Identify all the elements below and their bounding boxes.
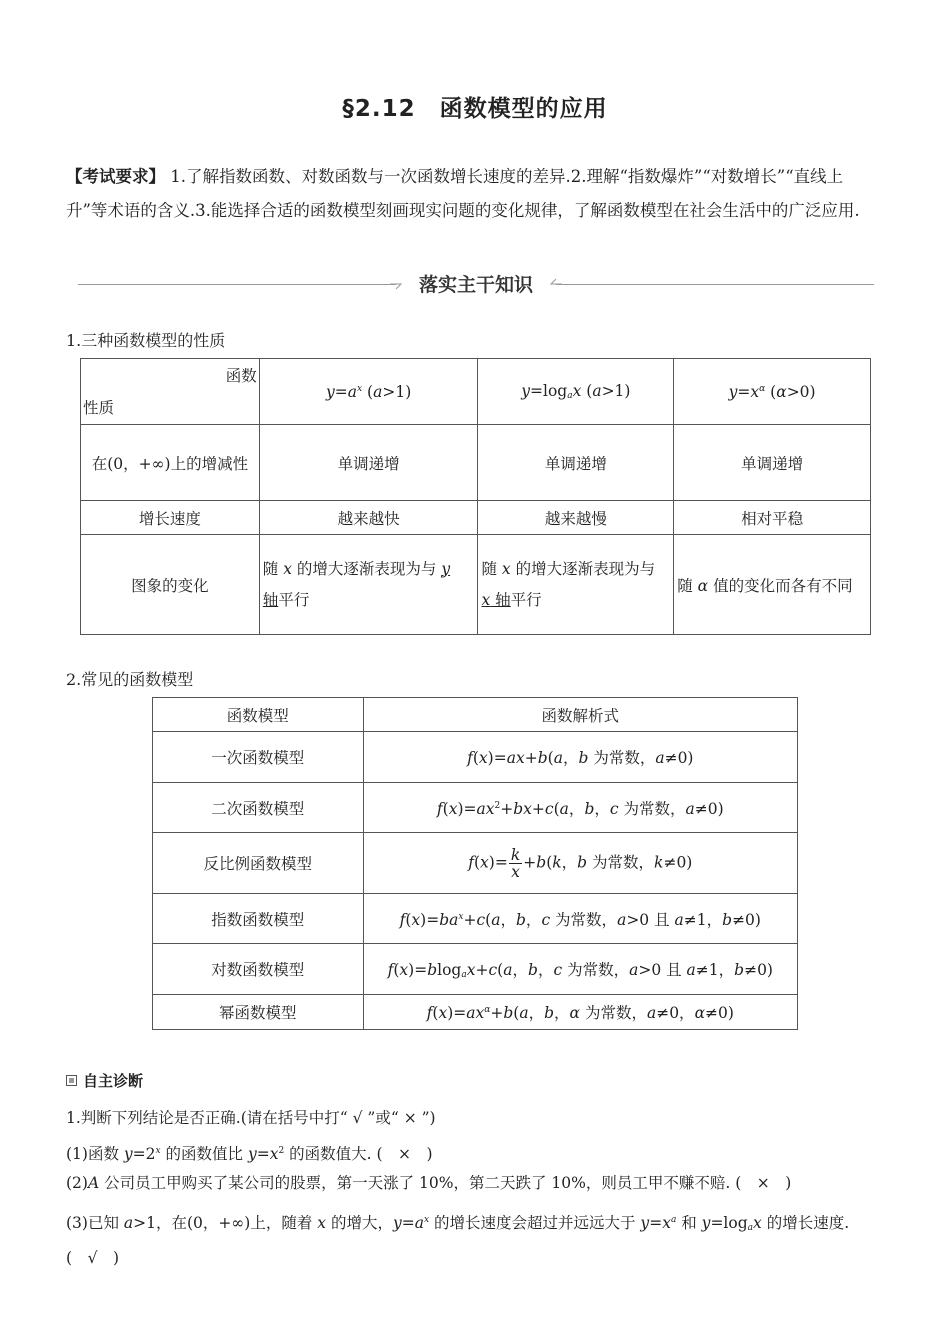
image-change-exponential: 随 x 的增大逐渐表现为与 y 轴平行 xyxy=(259,535,478,635)
col-header: 函数解析式 xyxy=(363,698,797,732)
model-formula: f(x)= $\frac{k}{x}$ +b(k，b 为常数，k≠0) xyxy=(363,833,797,894)
row-label: 增长速度 xyxy=(81,501,260,535)
model-formula: f(x)=ax+b(a，b 为常数，a≠0) xyxy=(363,732,797,783)
requirements-text: 1.了解指数函数、对数函数与一次函数增长速度的差异.2.理解“指数爆炸”“对数增长”“直线上升”等术语的含义.3.能选择合适的函数模型刻画现实问题的变化规律，了解函数模型在社会生活中的广泛应用. xyxy=(66,167,860,220)
model-formula: $f(x)=ax^2+bx+c(a$，b，c 为常数，a≠0) xyxy=(363,783,797,833)
question-1-1: (1)函数 $y=2^x$ 的函数值比 $y=x^2$ 的函数值大. ( × ) xyxy=(66,1145,433,1163)
model-name: 幂函数模型 xyxy=(153,995,364,1030)
model-name: 一次函数模型 xyxy=(153,732,364,783)
model-name: 对数函数模型 xyxy=(153,944,364,995)
image-change-power: 随 α 值的变化而各有不同 xyxy=(674,535,871,635)
cell: 单调递增 xyxy=(478,425,674,501)
model-formula: $f(x)=ba^x+c(a$，b，c 为常数，a>0 且 a≠1，b≠0) xyxy=(363,894,797,944)
section2-heading: 2.常见的函数模型 xyxy=(66,670,194,689)
model-name: 反比例函数模型 xyxy=(153,833,364,894)
page-title: §2.12 函数模型的应用 xyxy=(342,96,608,122)
image-change-logarithmic: 随 x 的增大逐渐表现为与 x 轴平行 xyxy=(478,535,674,635)
square-bullet-icon xyxy=(66,1075,77,1086)
question-1: 1.判断下列结论是否正确.(请在括号中打“ √ ”或“ × ”) xyxy=(66,1109,436,1127)
diagnosis-heading: 自主诊断 xyxy=(66,1070,143,1091)
col-header: 函数模型 xyxy=(153,698,364,732)
header-bottom-label: 性质 xyxy=(83,398,115,417)
cell: 越来越快 xyxy=(259,501,478,535)
cell: 越来越慢 xyxy=(478,501,674,535)
model-formula: f(x)=blog$_a$x+c(a，b，c 为常数，a>0 且 a≠1，b≠0) xyxy=(363,944,797,995)
cell: 相对平稳 xyxy=(674,501,871,535)
cell: 单调递增 xyxy=(674,425,871,501)
question-1-3: (3)已知 a>1，在(0，+∞)上，随着 x 的增大，$y=a^x$ 的增长速度会超过并远远大于 $y=x^a$ 和 $y=\log_ax$ 的增长速度. ( √ ) xyxy=(66,1214,850,1267)
cell: 单调递增 xyxy=(259,425,478,501)
model-formula: $f(x)=ax^\alpha+b(a$，b，α 为常数，a≠0，α≠0) xyxy=(363,995,797,1030)
diagonal-header-cell xyxy=(81,359,260,425)
section1-heading: 1.三种函数模型的性质 xyxy=(66,331,226,350)
section-banner xyxy=(78,268,874,302)
requirements-label: 【考试要求】 xyxy=(66,167,165,186)
header-top-label: 函数 xyxy=(225,366,257,385)
header-exponential: $y=a^x$ (a>1) xyxy=(259,359,478,425)
model-name: 指数函数模型 xyxy=(153,894,364,944)
banner-label: 落实主干知识 xyxy=(418,274,533,296)
function-properties-table xyxy=(80,358,871,635)
function-models-table xyxy=(152,697,798,1030)
question-1-2: (2)A 公司员工甲购买了某公司的股票，第一天涨了 10%，第二天跌了 10%，则员工甲不赚不赔. ( × ) xyxy=(66,1174,792,1192)
model-name: 二次函数模型 xyxy=(153,783,364,833)
exam-requirements xyxy=(66,160,882,228)
header-power: $y=x^\alpha$ (α>0) xyxy=(674,359,871,425)
row-label: 图象的变化 xyxy=(81,535,260,635)
row-label: 在(0，+∞)上的增减性 xyxy=(81,425,260,501)
header-logarithmic: $y=\log_ax$ (a>1) xyxy=(478,359,674,425)
